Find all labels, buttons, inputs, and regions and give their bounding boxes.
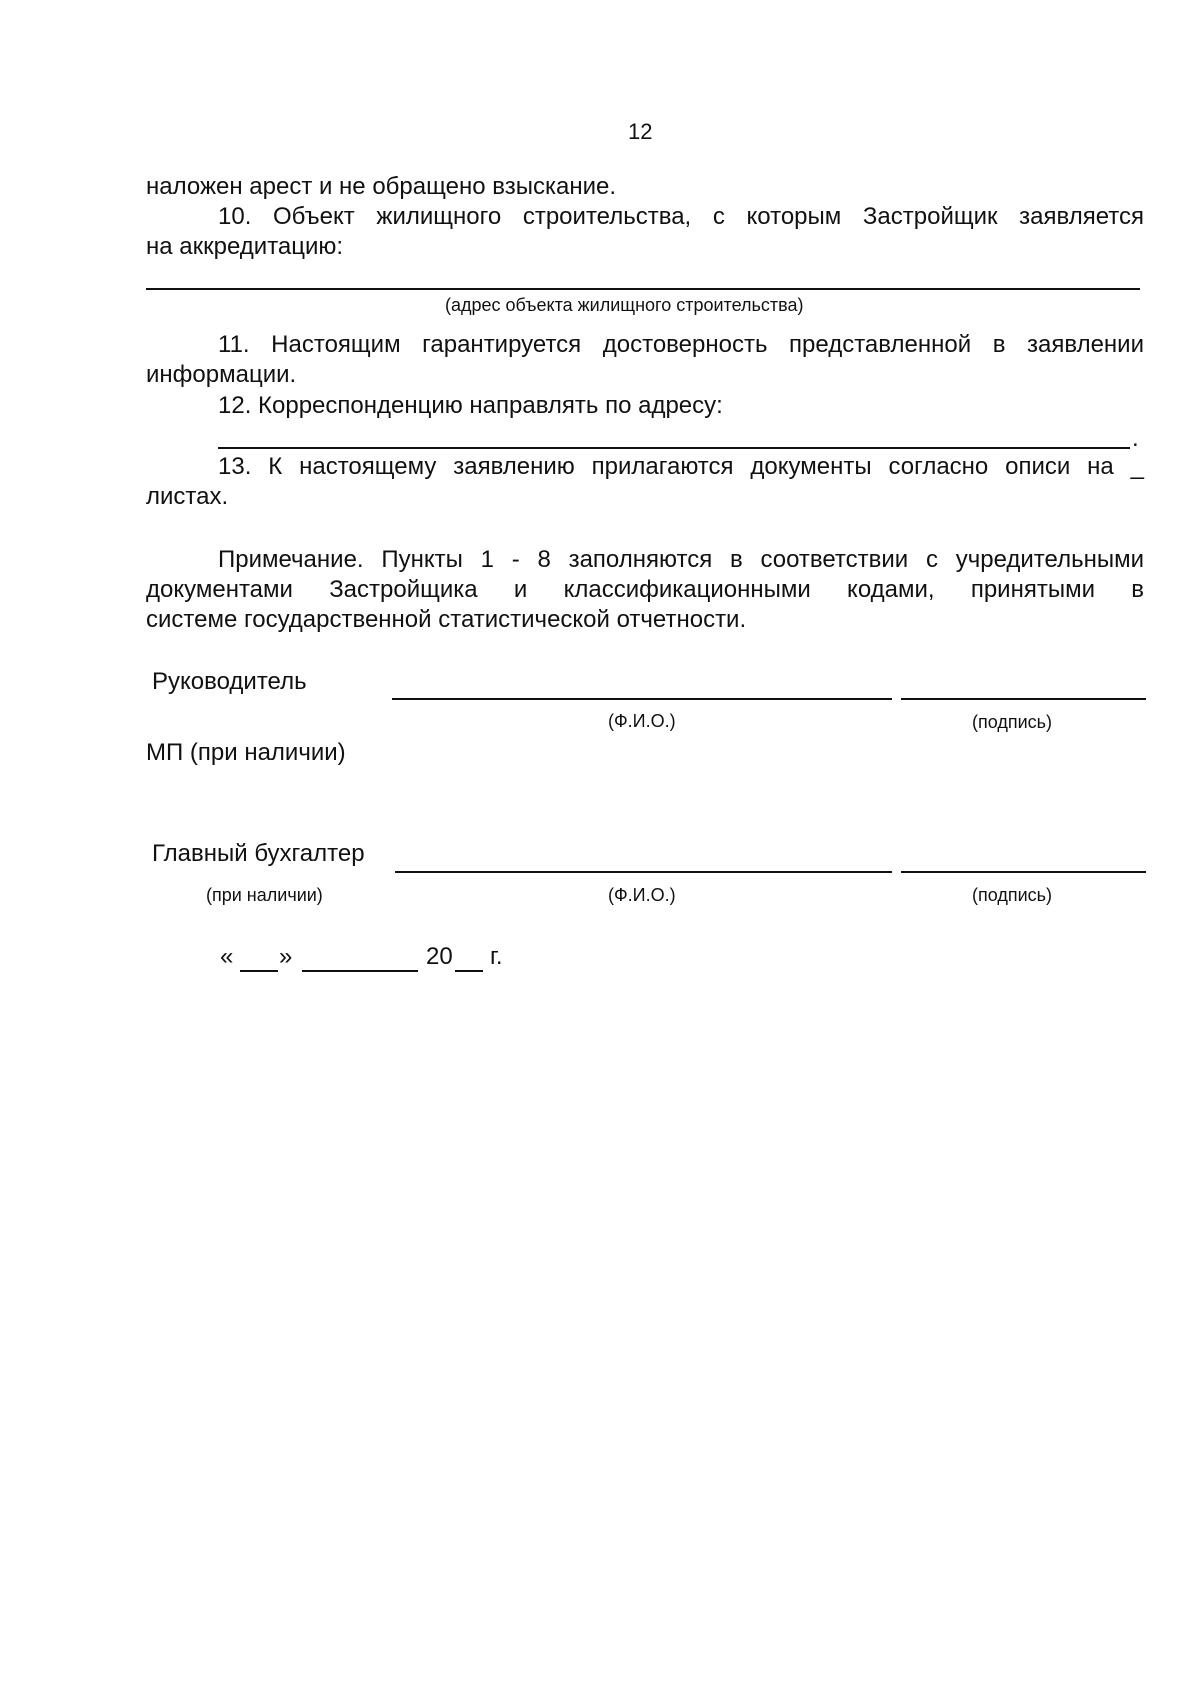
date-year-suffix: г.	[490, 943, 503, 970]
address-caption: (адрес объекта жилищного строительства)	[445, 295, 804, 315]
paragraph-10-line-2: на аккредитацию:	[146, 233, 344, 260]
date-year-prefix: 20	[426, 943, 453, 970]
head-fio-caption: (Ф.И.О.)	[608, 711, 676, 731]
paragraph-11-line-2: информации.	[146, 361, 297, 388]
head-fio-line[interactable]	[392, 698, 892, 700]
address-fill-line[interactable]	[146, 288, 1140, 290]
head-signature-caption: (подпись)	[972, 712, 1053, 732]
page-number: 12	[628, 119, 653, 144]
head-signature-line[interactable]	[901, 698, 1146, 700]
paragraph-13-line-1: 13. К настоящему заявлению прилагаются документы согласно описи на _	[218, 453, 1144, 480]
date-close-quote: »	[279, 943, 293, 970]
accountant-signature-caption: (подпись)	[972, 885, 1053, 905]
accountant-fio-caption: (Ф.И.О.)	[608, 885, 676, 905]
paragraph-12: 12. Корреспонденцию направлять по адресу:	[218, 392, 723, 419]
paragraph-11-line-1: 11. Настоящим гарантируется достоверность представленной в заявлении	[218, 331, 1144, 358]
paragraph-13-line-2: листах.	[146, 483, 229, 510]
correspondence-line-end: .	[1132, 425, 1139, 452]
accountant-note: (при наличии)	[206, 885, 323, 905]
paragraph-10-line-1: 10. Объект жилищного строительства, с которым Застройщик заявляется	[218, 203, 1144, 230]
paragraph-9-tail: наложен арест и не обращено взыскание.	[146, 173, 616, 200]
head-label: Руководитель	[152, 668, 307, 695]
correspondence-address-fill-line[interactable]	[218, 447, 1130, 449]
accountant-fio-line[interactable]	[395, 871, 892, 873]
note-line-2: документами Застройщика и классификационными кодами, принятыми в	[146, 576, 1144, 603]
accountant-label: Главный бухгалтер	[152, 840, 365, 867]
note-line-3: системе государственной статистической отчетности.	[146, 606, 747, 633]
accountant-signature-line[interactable]	[901, 871, 1146, 873]
stamp-label: МП (при наличии)	[146, 739, 346, 766]
note-line-1: Примечание. Пункты 1 - 8 заполняются в соответствии с учредительными	[218, 546, 1144, 573]
date-month-line[interactable]	[302, 970, 418, 972]
date-year-line[interactable]	[455, 970, 483, 972]
date-day-line[interactable]	[240, 970, 278, 972]
date-open-quote: «	[220, 943, 234, 970]
